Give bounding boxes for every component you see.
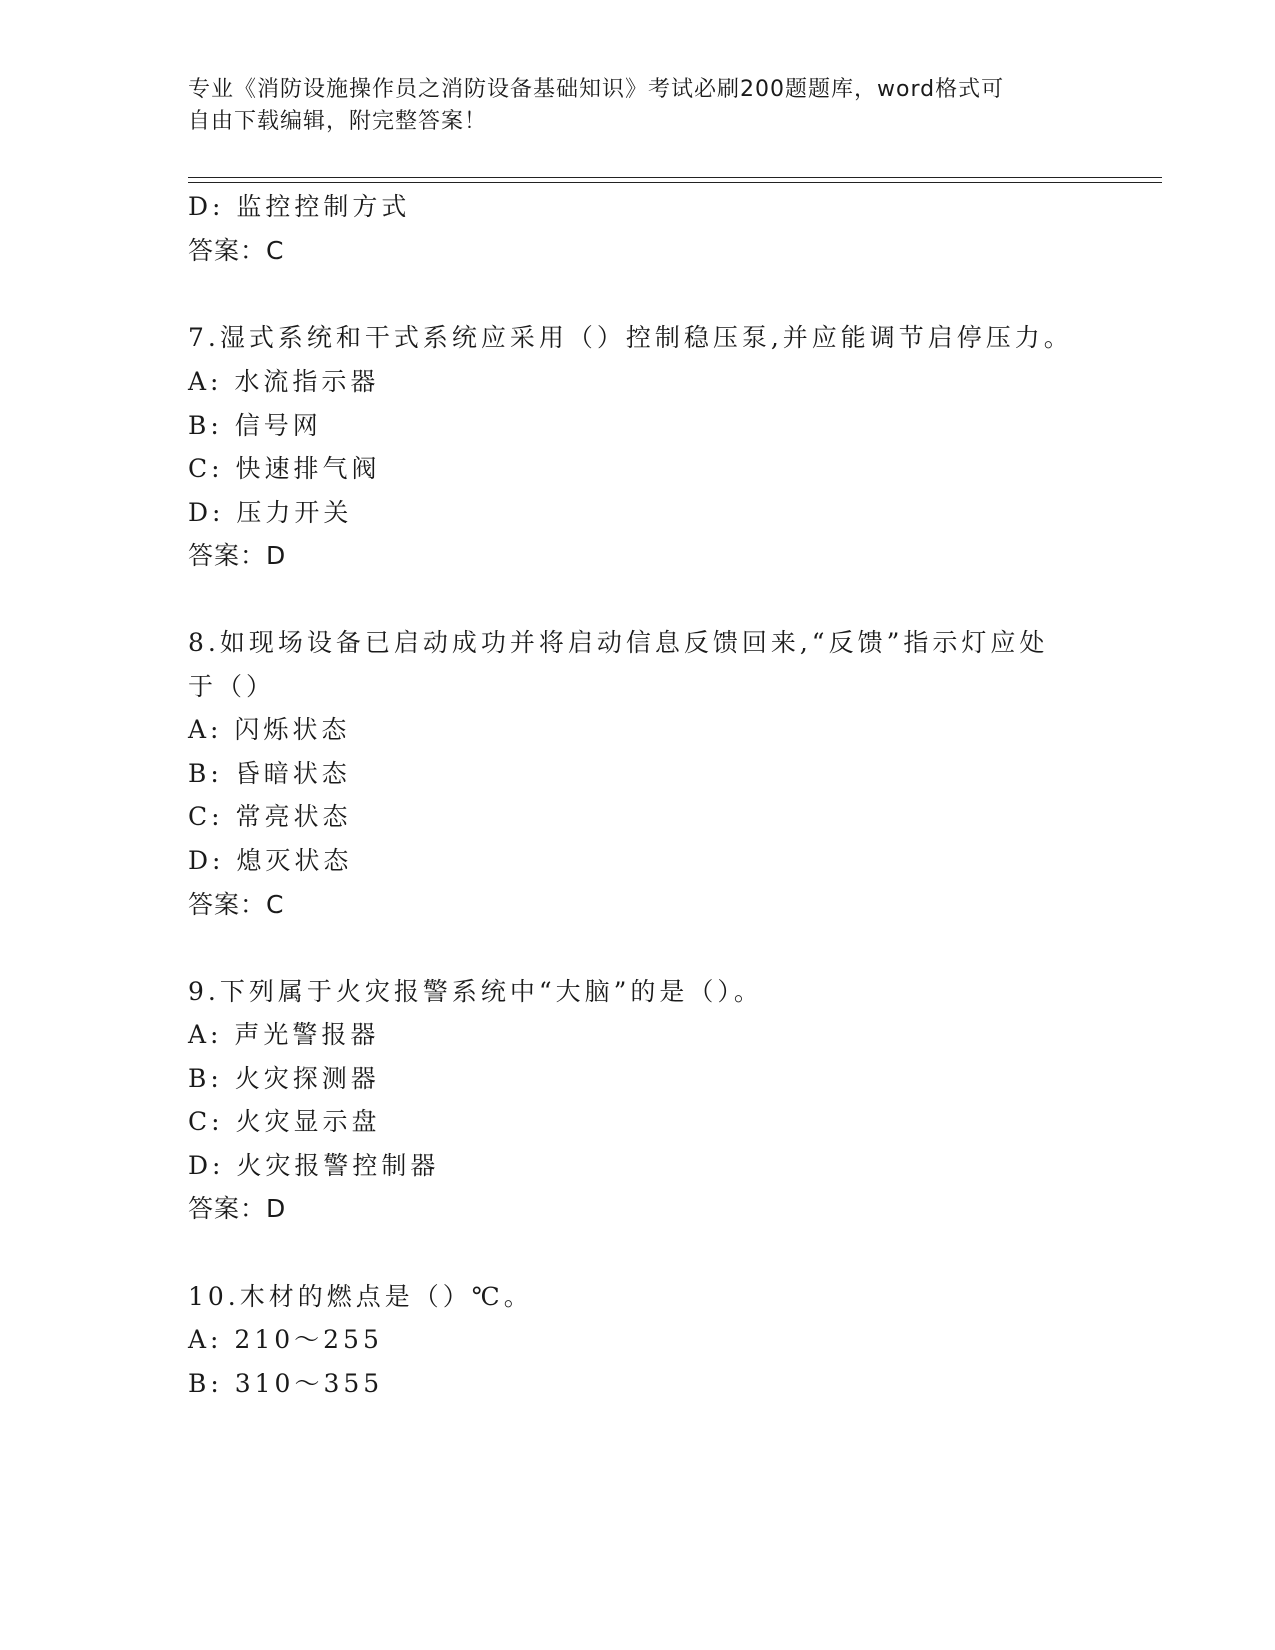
header-divider-top [188, 177, 1162, 178]
question-7-answer: 答案：D [188, 541, 287, 570]
question-9-stem: 9.下列属于火灾报警系统中“大脑”的是（）。 [188, 977, 763, 1006]
header-line-2: 自由下载编辑，附完整答案！ [188, 109, 488, 134]
prev-option-d: D: 监控控制方式 [188, 192, 411, 221]
question-7-option-b: B: 信号网 [188, 411, 322, 440]
question-7-option-a: A: 水流指示器 [188, 367, 380, 396]
question-9-option-b: B: 火灾探测器 [188, 1064, 380, 1093]
question-8-option-a: A: 闪烁状态 [188, 715, 351, 744]
document-header [188, 74, 1088, 138]
question-9-answer: 答案：D [188, 1194, 287, 1223]
question-7-stem: 7.湿式系统和干式系统应采用（）控制稳压泵,并应能调节启停压力。 [188, 323, 1073, 352]
question-10-option-b: B: 310～355 [188, 1369, 384, 1398]
question-9-option-d: D: 火灾报警控制器 [188, 1151, 440, 1180]
prev-answer: 答案：C [188, 236, 285, 265]
question-10-option-a: A: 210～255 [188, 1325, 383, 1354]
question-8-option-d: D: 熄灭状态 [188, 846, 353, 875]
question-9-option-a: A: 声光警报器 [188, 1020, 380, 1049]
question-10-stem: 10.木材的燃点是（）℃。 [188, 1282, 533, 1311]
question-8-option-b: B: 昏暗状态 [188, 759, 351, 788]
question-7-option-c: C: 快速排气阀 [188, 454, 381, 483]
header-divider-bottom [188, 182, 1162, 183]
header-line-1: 专业《消防设施操作员之消防设备基础知识》考试必刷200题题库，word格式可 [188, 77, 1005, 102]
question-7-option-d: D: 压力开关 [188, 498, 353, 527]
question-8-option-c: C: 常亮状态 [188, 802, 352, 831]
question-8-answer: 答案：C [188, 890, 285, 919]
question-8-stem-line-2: 于（） [188, 672, 276, 701]
question-9-option-c: C: 火灾显示盘 [188, 1107, 381, 1136]
question-8-stem-line-1: 8.如现场设备已启动成功并将启动信息反馈回来,“反馈”指示灯应处 [188, 628, 1049, 657]
